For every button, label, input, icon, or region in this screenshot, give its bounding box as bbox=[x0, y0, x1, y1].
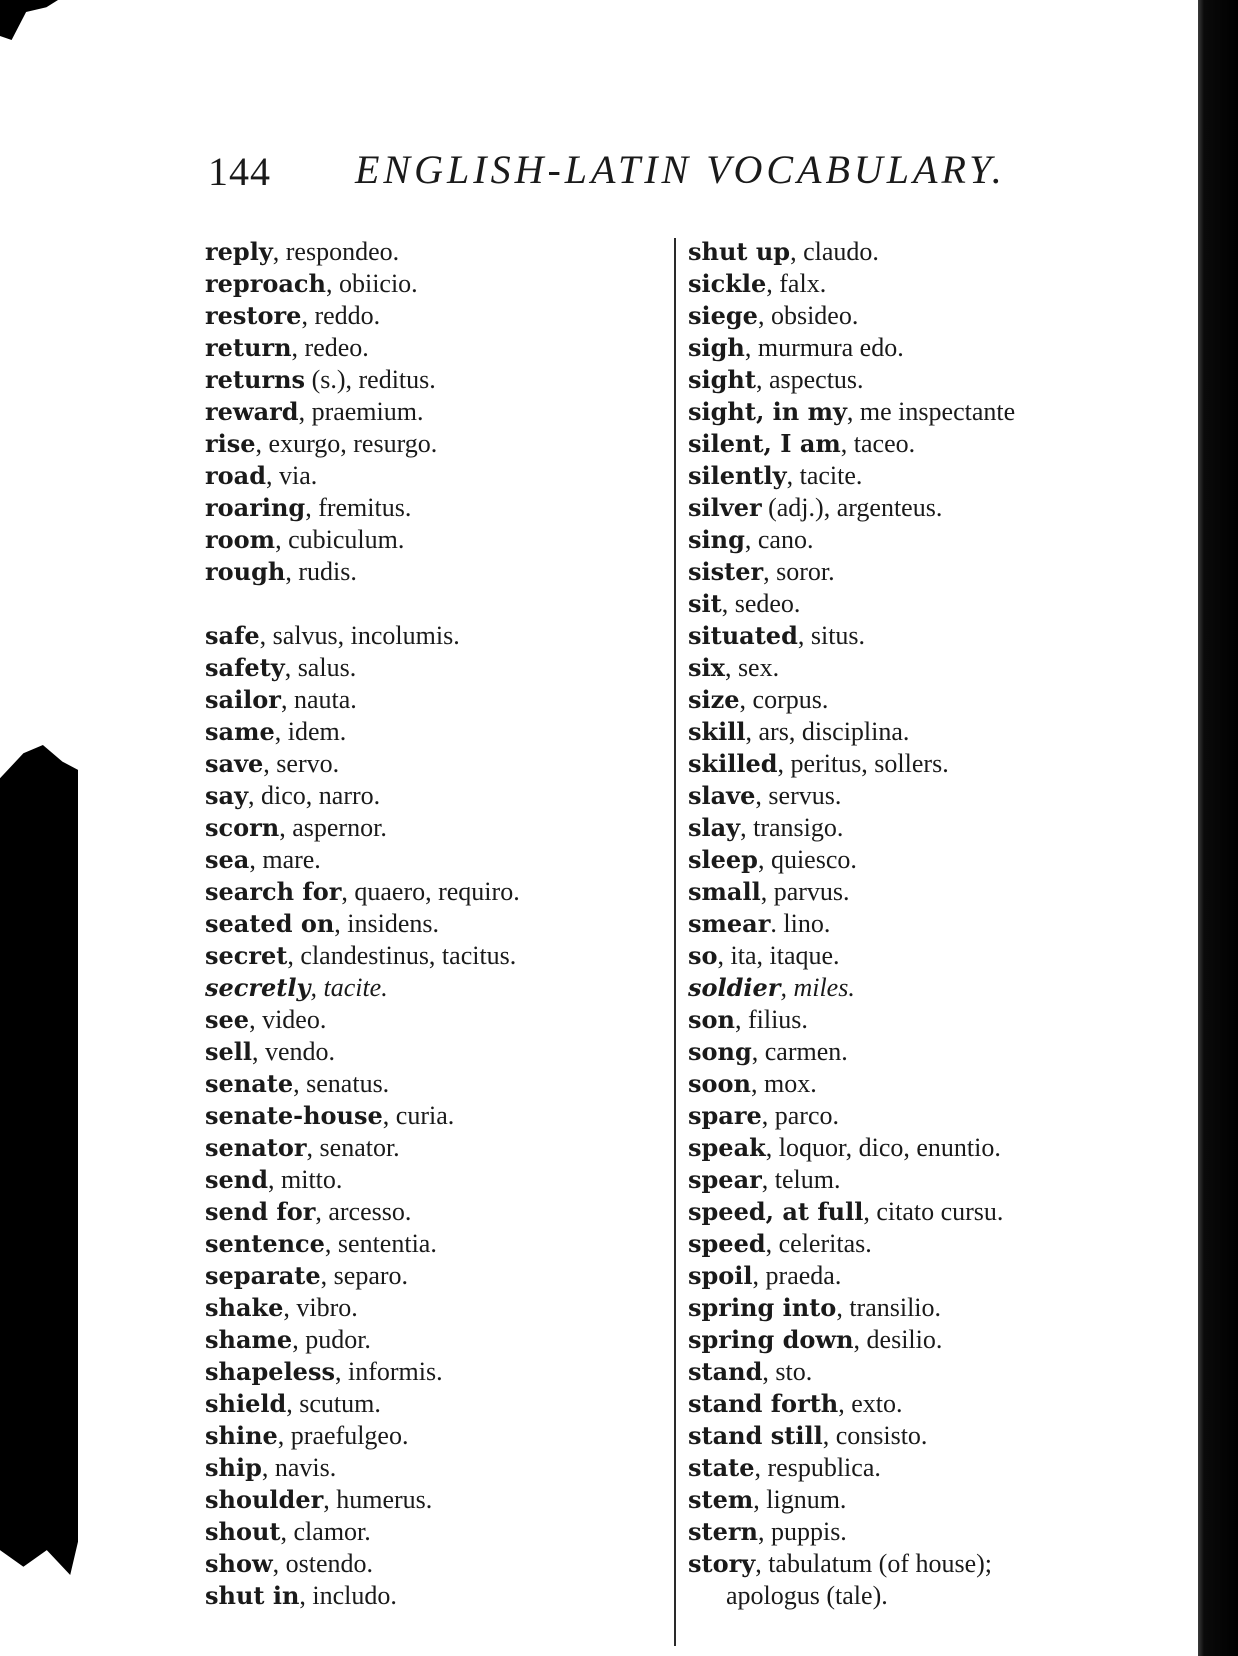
headword: speak bbox=[688, 1133, 766, 1162]
headword: sleep bbox=[688, 845, 758, 874]
vocab-entry bbox=[688, 908, 1158, 940]
translation: , desilio. bbox=[853, 1325, 943, 1354]
vocab-entry bbox=[688, 300, 1158, 332]
vocab-entry bbox=[688, 1260, 1158, 1292]
translation: , ostendo. bbox=[272, 1549, 374, 1578]
translation: , reddo. bbox=[301, 301, 381, 330]
headword: soldier bbox=[688, 973, 781, 1002]
translation: , senator. bbox=[306, 1133, 400, 1162]
vocab-entry bbox=[688, 460, 1158, 492]
vocab-entry bbox=[205, 1164, 665, 1196]
headword: son bbox=[688, 1005, 735, 1034]
vocab-entry bbox=[688, 556, 1158, 588]
vocab-entry bbox=[205, 1132, 665, 1164]
headword: story bbox=[688, 1549, 756, 1578]
translation: , humerus. bbox=[323, 1485, 433, 1514]
headword: sight bbox=[688, 365, 756, 394]
vocab-entry bbox=[688, 588, 1158, 620]
translation: , obsideo. bbox=[757, 301, 859, 330]
translation: , mox. bbox=[750, 1069, 817, 1098]
headword: seated on bbox=[205, 909, 335, 938]
vocab-entry bbox=[688, 1516, 1158, 1548]
vocab-entry bbox=[688, 1388, 1158, 1420]
vocab-entry bbox=[205, 524, 665, 556]
translation: , exurgo, resurgo. bbox=[255, 429, 438, 458]
vocab-entry bbox=[688, 1484, 1158, 1516]
translation: apologus (tale). bbox=[726, 1581, 888, 1610]
translation: , dico, narro. bbox=[248, 781, 381, 810]
vocab-entry bbox=[688, 1004, 1158, 1036]
scan-edge-right bbox=[1198, 0, 1238, 1656]
headword: soon bbox=[688, 1069, 751, 1098]
translation: , murmura edo. bbox=[744, 333, 904, 362]
translation: , idem. bbox=[274, 717, 347, 746]
translation: , ars, disciplina. bbox=[745, 717, 910, 746]
translation: , praefulgeo. bbox=[277, 1421, 409, 1450]
vocab-entry bbox=[688, 652, 1158, 684]
translation: , claudo. bbox=[790, 237, 879, 266]
headword: spoil bbox=[688, 1261, 753, 1290]
headword: silently bbox=[688, 461, 787, 490]
headword: safe bbox=[205, 621, 260, 650]
translation: , quaero, requiro. bbox=[341, 877, 520, 906]
headword: sigh bbox=[688, 333, 745, 362]
translation: , transigo. bbox=[740, 813, 844, 842]
vocab-entry bbox=[688, 332, 1158, 364]
vocab-entry bbox=[688, 876, 1158, 908]
vocab-entry bbox=[205, 940, 665, 972]
headword: speed bbox=[688, 1229, 766, 1258]
translation: (adj.), argenteus. bbox=[761, 493, 943, 522]
headword: save bbox=[205, 749, 264, 778]
headword: sailor bbox=[205, 685, 281, 714]
translation: , mare. bbox=[249, 845, 321, 874]
translation: , servo. bbox=[263, 749, 340, 778]
vocab-entry bbox=[205, 620, 665, 652]
translation: , parvus. bbox=[760, 877, 850, 906]
translation: , fremitus. bbox=[305, 493, 412, 522]
translation: , sedeo. bbox=[721, 589, 801, 618]
headword: senate-house bbox=[205, 1101, 383, 1130]
translation: , respublica. bbox=[754, 1453, 881, 1482]
vocab-entry bbox=[688, 236, 1158, 268]
translation: , peritus, sollers. bbox=[777, 749, 949, 778]
translation: , separo. bbox=[320, 1261, 409, 1290]
vocab-entry bbox=[688, 1228, 1158, 1260]
vocab-entry bbox=[205, 1004, 665, 1036]
vocab-entry bbox=[205, 844, 665, 876]
translation: , tacite. bbox=[786, 461, 863, 490]
translation: , filius. bbox=[734, 1005, 808, 1034]
translation: , nauta. bbox=[280, 685, 357, 714]
vocab-entry bbox=[205, 1100, 665, 1132]
vocab-entry bbox=[688, 620, 1158, 652]
vocab-entry bbox=[688, 1452, 1158, 1484]
vocab-entry-continuation bbox=[688, 1580, 1158, 1612]
headword: shut up bbox=[688, 237, 791, 266]
headword: same bbox=[205, 717, 275, 746]
headword: senator bbox=[205, 1133, 307, 1162]
vocab-entry bbox=[205, 1548, 665, 1580]
headword: see bbox=[205, 1005, 250, 1034]
vocab-entry bbox=[688, 716, 1158, 748]
translation: , soror. bbox=[763, 557, 835, 586]
vocab-entry bbox=[688, 780, 1158, 812]
translation: , taceo. bbox=[840, 429, 916, 458]
headword: secretly bbox=[205, 973, 311, 1002]
vocab-entry bbox=[205, 1324, 665, 1356]
vocab-entry bbox=[688, 972, 1158, 1004]
vocab-entry bbox=[688, 492, 1158, 524]
headword: speed, at full bbox=[688, 1197, 864, 1226]
headword: siege bbox=[688, 301, 758, 330]
headword: returns bbox=[205, 365, 306, 394]
headword: ship bbox=[205, 1453, 262, 1482]
translation: , puppis. bbox=[757, 1517, 847, 1546]
translation: , ita, itaque. bbox=[717, 941, 840, 970]
headword: reproach bbox=[205, 269, 326, 298]
page-title: ENGLISH-LATIN VOCABULARY. bbox=[355, 147, 1006, 192]
headword: sight, in my bbox=[688, 397, 847, 426]
translation: , respondeo. bbox=[272, 237, 400, 266]
headword: separate bbox=[205, 1261, 321, 1290]
headword: shout bbox=[205, 1517, 281, 1546]
headword: stern bbox=[688, 1517, 758, 1546]
headword: shoulder bbox=[205, 1485, 324, 1514]
headword: stand still bbox=[688, 1421, 823, 1450]
vocab-entry bbox=[688, 940, 1158, 972]
headword: slave bbox=[688, 781, 756, 810]
vocab-entry bbox=[205, 1260, 665, 1292]
translation: , cano. bbox=[744, 525, 814, 554]
translation: , via. bbox=[265, 461, 318, 490]
translation: , lignum. bbox=[753, 1485, 847, 1514]
vocab-entry bbox=[205, 268, 665, 300]
vocab-entry bbox=[205, 1228, 665, 1260]
section-gap bbox=[205, 588, 665, 620]
vocab-entry bbox=[205, 1420, 665, 1452]
vocab-entry bbox=[205, 364, 665, 396]
vocab-entry bbox=[688, 812, 1158, 844]
headword: sickle bbox=[688, 269, 767, 298]
translation: , falx. bbox=[766, 269, 827, 298]
vocab-entry bbox=[205, 684, 665, 716]
vocab-entry bbox=[205, 908, 665, 940]
headword: skilled bbox=[688, 749, 778, 778]
translation: , praeda. bbox=[752, 1261, 842, 1290]
vocab-entry bbox=[205, 748, 665, 780]
vocab-entry bbox=[205, 652, 665, 684]
headword: shame bbox=[205, 1325, 293, 1354]
headword: shake bbox=[205, 1293, 284, 1322]
column-divider bbox=[674, 238, 676, 1646]
translation: , sto. bbox=[762, 1357, 813, 1386]
translation: , pudor. bbox=[292, 1325, 371, 1354]
headword: roaring bbox=[205, 493, 306, 522]
translation: , transilio. bbox=[836, 1293, 942, 1322]
headword: shield bbox=[205, 1389, 287, 1418]
vocab-entry bbox=[205, 492, 665, 524]
headword: so bbox=[688, 941, 718, 970]
translation: , tabulatum (of house); bbox=[755, 1549, 993, 1578]
headword: room bbox=[205, 525, 276, 554]
vocab-entry bbox=[688, 1548, 1158, 1580]
translation: , rudis. bbox=[285, 557, 357, 586]
vocab-entry bbox=[205, 300, 665, 332]
translation: , cubiculum. bbox=[275, 525, 405, 554]
headword: sell bbox=[205, 1037, 253, 1066]
headword: senate bbox=[205, 1069, 294, 1098]
translation: , aspernor. bbox=[279, 813, 387, 842]
vocab-entry bbox=[205, 428, 665, 460]
headword: six bbox=[688, 653, 725, 682]
vocab-entry bbox=[205, 236, 665, 268]
translation: , clandestinus, tacitus. bbox=[287, 941, 517, 970]
vocab-entry bbox=[688, 1196, 1158, 1228]
translation: , redeo. bbox=[291, 333, 369, 362]
vocab-entry bbox=[688, 428, 1158, 460]
vocab-entry bbox=[205, 460, 665, 492]
vocab-column-right bbox=[688, 236, 1158, 1612]
translation: , tacite. bbox=[310, 973, 388, 1002]
translation: , citato cursu. bbox=[863, 1197, 1004, 1226]
vocab-entry bbox=[205, 716, 665, 748]
headword: spring into bbox=[688, 1293, 837, 1322]
headword: slay bbox=[688, 813, 741, 842]
headword: sing bbox=[688, 525, 745, 554]
vocab-entry bbox=[205, 1036, 665, 1068]
headword: stem bbox=[688, 1485, 754, 1514]
translation: , informis. bbox=[334, 1357, 443, 1386]
translation: , vibro. bbox=[283, 1293, 358, 1322]
translation: , parco. bbox=[761, 1101, 840, 1130]
vocab-column-left bbox=[205, 236, 665, 1612]
translation: , me inspectante bbox=[846, 397, 1016, 426]
translation: , curia. bbox=[382, 1101, 455, 1130]
translation: , celeritas. bbox=[765, 1229, 872, 1258]
vocab-entry bbox=[205, 1452, 665, 1484]
vocab-entry bbox=[688, 1036, 1158, 1068]
translation: , corpus. bbox=[739, 685, 829, 714]
translation: , obiicio. bbox=[325, 269, 418, 298]
translation: , carmen. bbox=[751, 1037, 848, 1066]
vocab-entry bbox=[205, 876, 665, 908]
headword: road bbox=[205, 461, 266, 490]
translation: , sex. bbox=[724, 653, 780, 682]
headword: smear bbox=[688, 909, 771, 938]
headword: size bbox=[688, 685, 740, 714]
translation: . lino. bbox=[770, 909, 831, 938]
vocab-entry bbox=[688, 748, 1158, 780]
vocab-entry bbox=[688, 268, 1158, 300]
headword: spare bbox=[688, 1101, 762, 1130]
vocab-entry bbox=[688, 524, 1158, 556]
headword: restore bbox=[205, 301, 302, 330]
translation: , situs. bbox=[797, 621, 866, 650]
vocab-entry bbox=[688, 1164, 1158, 1196]
headword: spear bbox=[688, 1165, 762, 1194]
headword: scorn bbox=[205, 813, 280, 842]
headword: situated bbox=[688, 621, 798, 650]
translation: , sententia. bbox=[324, 1229, 437, 1258]
headword: skill bbox=[688, 717, 746, 746]
headword: stand forth bbox=[688, 1389, 839, 1418]
headword: send for bbox=[205, 1197, 316, 1226]
vocab-entry bbox=[205, 1356, 665, 1388]
vocab-entry bbox=[205, 1292, 665, 1324]
headword: rough bbox=[205, 557, 286, 586]
vocab-entry bbox=[205, 332, 665, 364]
translation: , aspectus. bbox=[755, 365, 864, 394]
headword: sister bbox=[688, 557, 764, 586]
headword: shut in bbox=[205, 1581, 300, 1610]
vocab-entry bbox=[205, 1196, 665, 1228]
vocab-entry bbox=[688, 396, 1158, 428]
vocab-entry bbox=[688, 844, 1158, 876]
scan-corner-mark bbox=[0, 0, 58, 40]
headword: stand bbox=[688, 1357, 763, 1386]
headword: return bbox=[205, 333, 292, 362]
scan-edge-left bbox=[0, 745, 78, 1575]
headword: sit bbox=[688, 589, 722, 618]
headword: silver bbox=[688, 493, 762, 522]
translation: , salvus, incolumis. bbox=[259, 621, 460, 650]
translation: , insidens. bbox=[334, 909, 440, 938]
headword: state bbox=[688, 1453, 755, 1482]
translation: , loquor, dico, enuntio. bbox=[765, 1133, 1001, 1162]
translation: , salus. bbox=[284, 653, 357, 682]
translation: , telum. bbox=[761, 1165, 841, 1194]
vocab-entry bbox=[205, 972, 665, 1004]
headword: sentence bbox=[205, 1229, 325, 1258]
translation: , miles. bbox=[780, 973, 855, 1002]
translation: , video. bbox=[249, 1005, 327, 1034]
headword: rise bbox=[205, 429, 256, 458]
vocab-entry bbox=[688, 1420, 1158, 1452]
translation: , vendo. bbox=[252, 1037, 336, 1066]
translation: , senatus. bbox=[293, 1069, 390, 1098]
headword: say bbox=[205, 781, 249, 810]
headword: small bbox=[688, 877, 761, 906]
translation: , arcesso. bbox=[315, 1197, 412, 1226]
headword: shapeless bbox=[205, 1357, 335, 1386]
headword: safety bbox=[205, 653, 285, 682]
vocab-entry bbox=[205, 812, 665, 844]
translation: , clamor. bbox=[280, 1517, 371, 1546]
translation: , quiesco. bbox=[757, 845, 857, 874]
headword: send bbox=[205, 1165, 269, 1194]
headword: shine bbox=[205, 1421, 278, 1450]
vocab-entry bbox=[688, 1132, 1158, 1164]
translation: , exto. bbox=[838, 1389, 903, 1418]
vocab-entry bbox=[205, 1484, 665, 1516]
vocab-entry bbox=[205, 556, 665, 588]
headword: spring down bbox=[688, 1325, 854, 1354]
vocab-entry bbox=[205, 780, 665, 812]
translation: , mitto. bbox=[268, 1165, 343, 1194]
vocab-entry bbox=[205, 1516, 665, 1548]
vocab-entry bbox=[205, 396, 665, 428]
vocab-entry bbox=[205, 1388, 665, 1420]
headword: reward bbox=[205, 397, 299, 426]
headword: silent, I am bbox=[688, 429, 841, 458]
vocab-entry bbox=[688, 1324, 1158, 1356]
headword: secret bbox=[205, 941, 288, 970]
translation: , scutum. bbox=[286, 1389, 381, 1418]
vocab-entry bbox=[688, 1292, 1158, 1324]
vocab-entry bbox=[688, 1100, 1158, 1132]
translation: , servus. bbox=[755, 781, 842, 810]
vocab-entry bbox=[688, 1356, 1158, 1388]
headword: reply bbox=[205, 237, 273, 266]
translation: , includo. bbox=[299, 1581, 397, 1610]
vocab-entry bbox=[688, 684, 1158, 716]
page-number: 144 bbox=[208, 149, 271, 194]
vocab-entry bbox=[688, 364, 1158, 396]
vocab-entry bbox=[205, 1068, 665, 1100]
translation: , navis. bbox=[261, 1453, 337, 1482]
headword: song bbox=[688, 1037, 752, 1066]
translation: , praemium. bbox=[298, 397, 424, 426]
translation: (s.), reditus. bbox=[305, 365, 436, 394]
headword: search for bbox=[205, 877, 342, 906]
headword: sea bbox=[205, 845, 250, 874]
vocab-entry bbox=[205, 1580, 665, 1612]
vocab-entry bbox=[688, 1068, 1158, 1100]
headword: show bbox=[205, 1549, 273, 1578]
translation: , consisto. bbox=[822, 1421, 928, 1450]
